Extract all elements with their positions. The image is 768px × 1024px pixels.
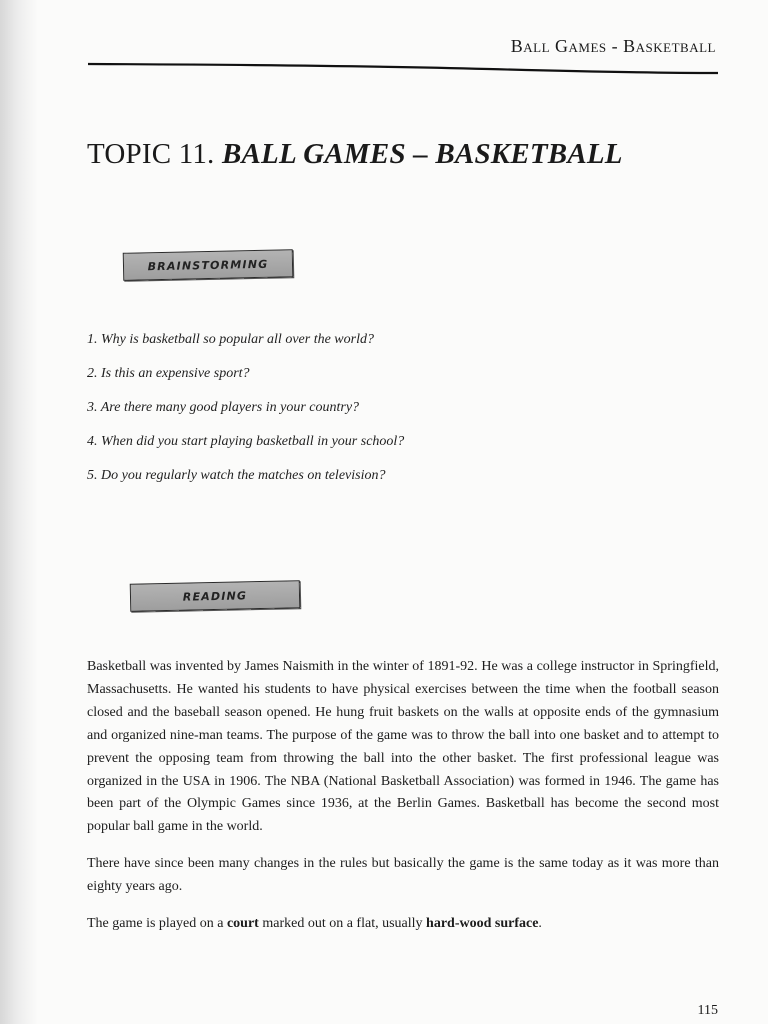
question-item: 4. When did you start playing basketball in your school? — [87, 434, 405, 449]
running-header: Ball Games - Basketball — [510, 36, 716, 56]
question-list — [87, 330, 404, 500]
question-item: 3. Are there many good players in your country? — [87, 400, 360, 415]
page-title — [87, 138, 623, 171]
question-item: 5. Do you regularly watch the matches on television? — [87, 468, 386, 483]
question-item: 1. Why is basketball so popular all over the world? — [87, 332, 374, 347]
reading-paragraph — [87, 913, 719, 936]
title-emphasis: BALL GAMES – BASKETBALL — [221, 138, 623, 170]
question-item: 2. Is this an expensive sport? — [87, 366, 250, 381]
page-number: 115 — [697, 1003, 718, 1018]
text-run: The game is played on a — [87, 916, 227, 932]
term-court: court — [226, 916, 259, 932]
reading-text — [87, 656, 719, 950]
page-binding-shadow — [0, 0, 38, 1024]
header-rule — [88, 60, 718, 76]
term-hard-wood-surface: hard-wood surface — [426, 916, 539, 932]
reading-label: READING — [130, 580, 301, 612]
reading-paragraph: Basketball was invented by James Naismith in the winter of 1891-92. He was a college instructor in Springfield, Massachusetts. He wanted his students to have physical exercises between the time when the football season closed and the baseball season opened. He hung fruit baskets on the walls at opposite ends of the gymnasium and organized nine-man teams. The purpose of the game was to throw the ball into one basket and to attempt to prevent the opposing team from throwing the ball into the other basket. The first professional league was organized in the USA in 1906. The NBA (National Basketball Association) was formed in 1946. The game has been part of the Olympic Games since 1936, at the Berlin Games. Basketball has become the second most popular ball game in the world. — [87, 659, 719, 835]
title-prefix: TOPIC 11. — [87, 138, 215, 170]
text-run: marked out on a flat, usually — [258, 916, 427, 932]
text-run: . — [538, 916, 542, 932]
reading-paragraph: There have since been many changes in the rules but basically the game is the same today as it was more than eighty years ago. — [87, 856, 719, 895]
brainstorming-label: BRAINSTORMING — [123, 249, 294, 281]
